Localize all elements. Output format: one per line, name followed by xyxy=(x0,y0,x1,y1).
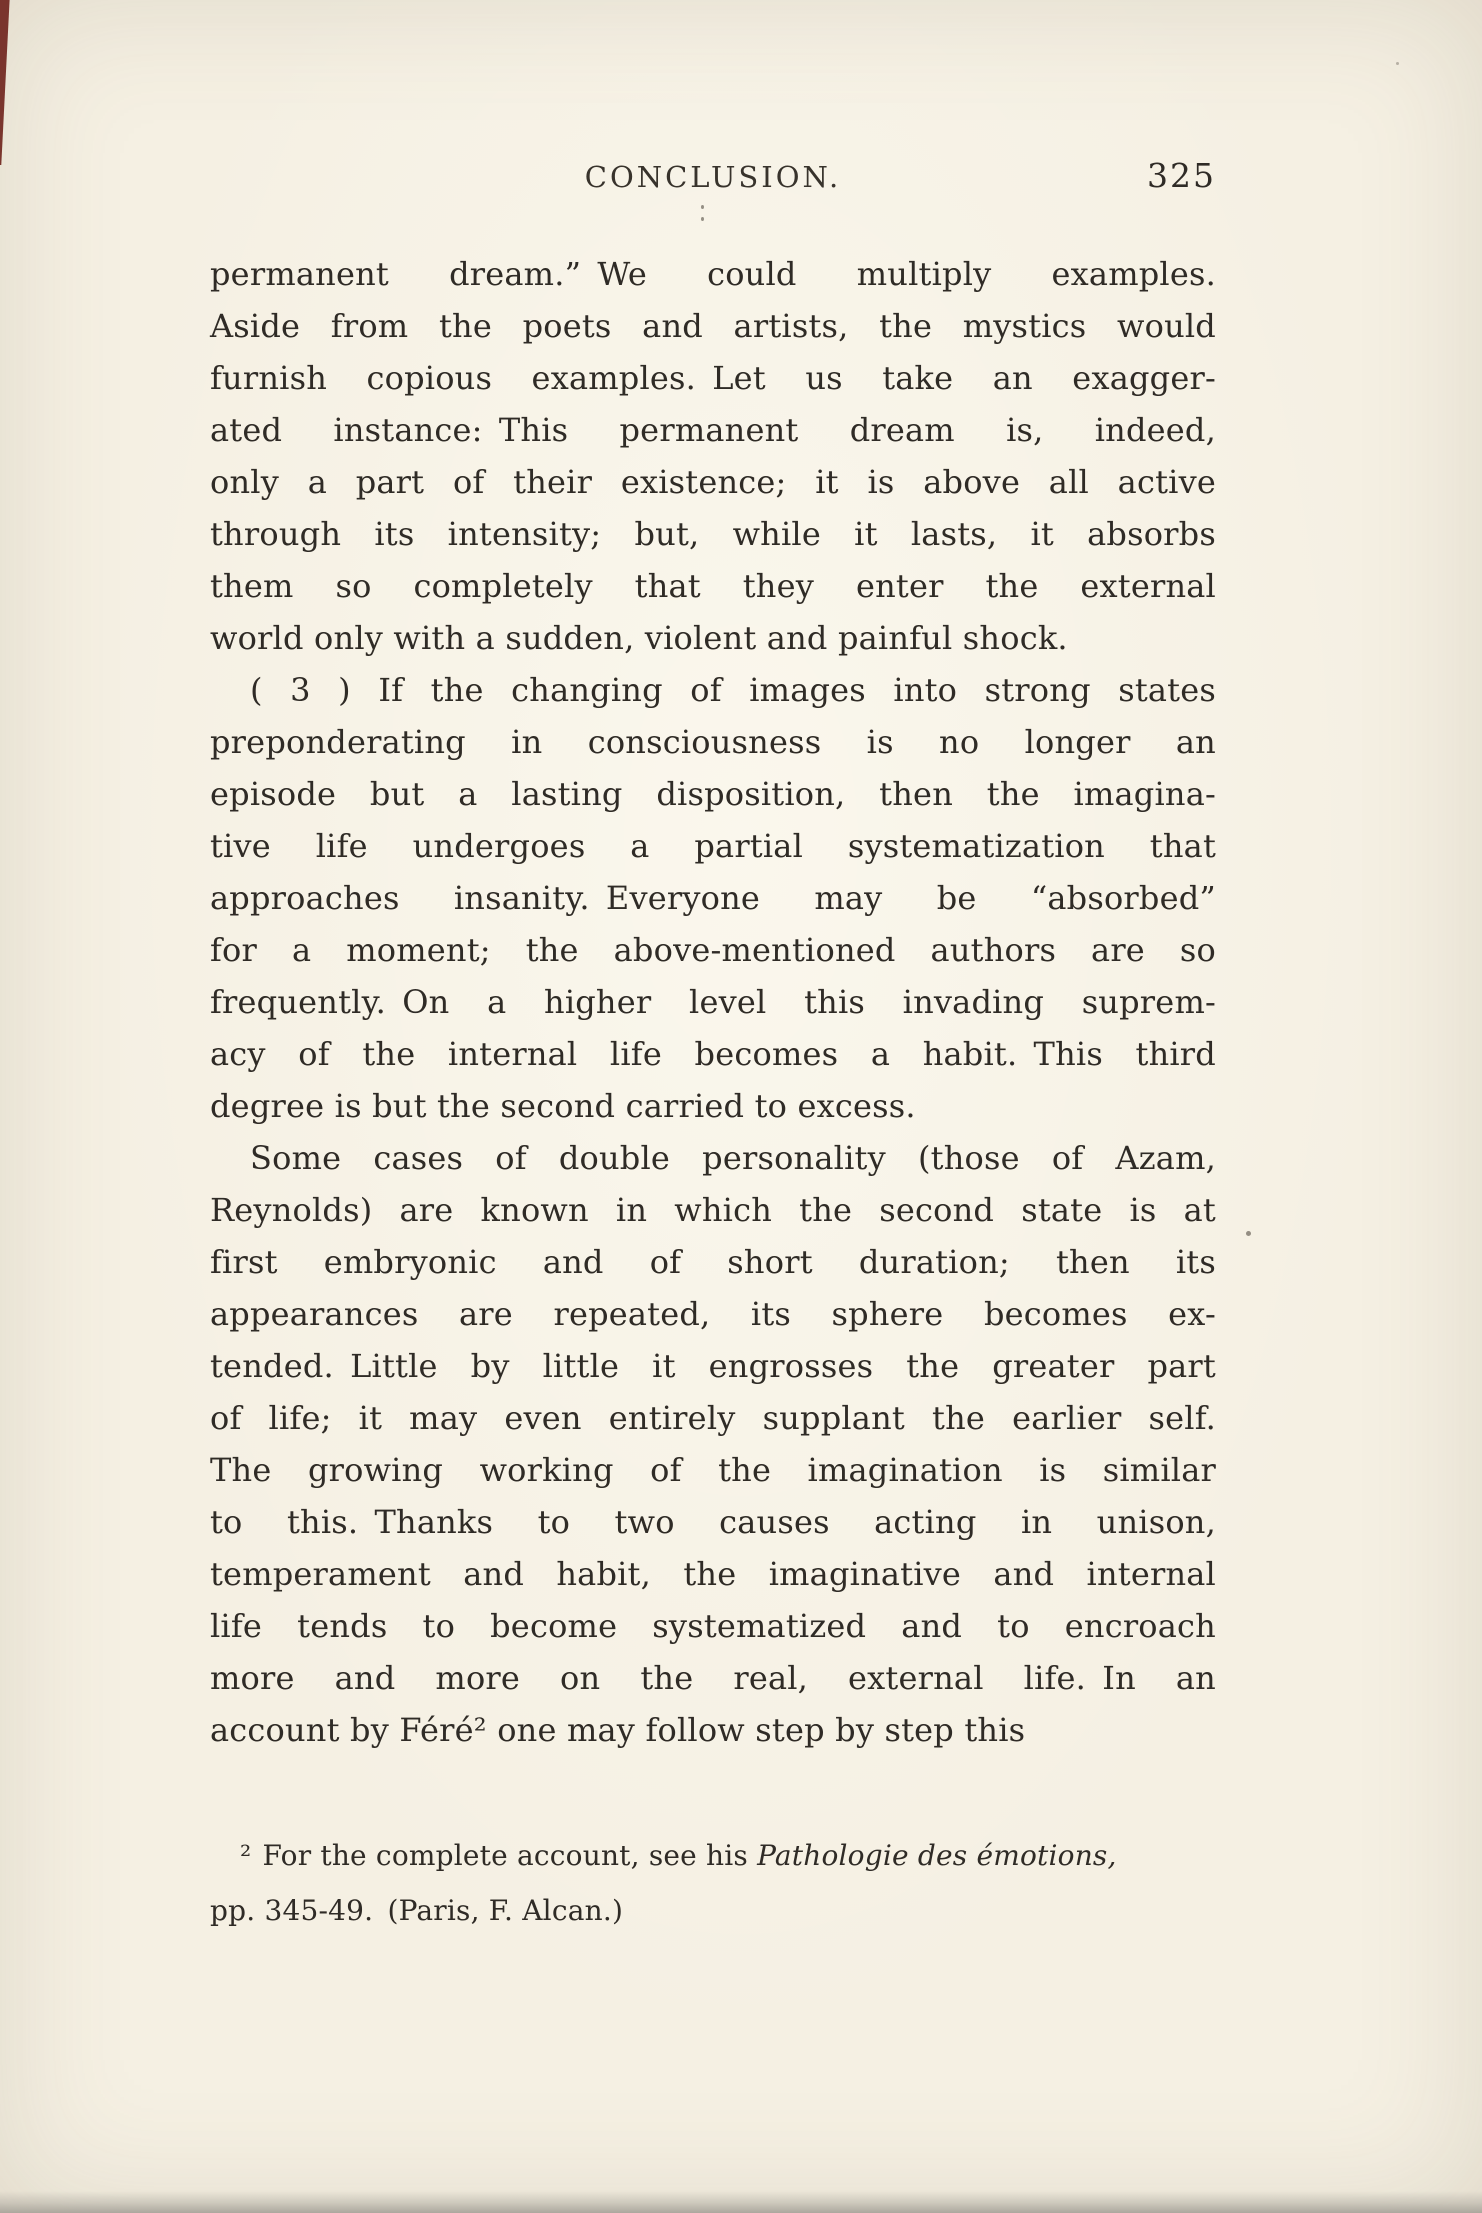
text-line: Some cases of double personality (those of Azam, xyxy=(250,1139,1216,1177)
text-line: of life; it may even entirely supplant the earlier self. xyxy=(210,1399,1216,1437)
running-title: CONCLUSION. xyxy=(584,160,842,194)
text-line: to this. Thanks to two causes acting in unison, xyxy=(210,1503,1216,1541)
text-line: approaches insanity. Everyone may be “absorbed” xyxy=(210,879,1216,917)
text-line: world only with a sudden, violent and painful shock. xyxy=(210,619,1068,657)
text-line: tive life undergoes a partial systematization that xyxy=(210,827,1216,865)
text-line: furnish copious examples. Let us take an exagger- xyxy=(210,359,1216,397)
text-line: tended. Little by little it engrosses the greater part xyxy=(210,1347,1216,1385)
text-line: frequently. On a higher level this invading suprem- xyxy=(210,983,1216,1021)
paragraph xyxy=(210,248,1216,664)
text-line: more and more on the real, external life. In an xyxy=(210,1659,1216,1697)
text-line: acy of the internal life becomes a habit. This third xyxy=(210,1035,1216,1073)
text-line: first embryonic and of short duration; then its xyxy=(210,1243,1216,1281)
text-line: for a moment; the above-mentioned authors are so xyxy=(210,931,1216,969)
text-line: only a part of their existence; it is above all active xyxy=(210,463,1216,501)
paragraph xyxy=(210,664,1216,1132)
text-line: episode but a lasting disposition, then the imagina- xyxy=(210,775,1216,813)
text-line: them so completely that they enter the external xyxy=(210,567,1216,605)
scan-speck xyxy=(701,217,704,221)
text-line: life tends to become systematized and to encroach xyxy=(210,1607,1216,1645)
footnote-marker: ² xyxy=(240,1839,252,1872)
binding-mark xyxy=(0,0,16,165)
footnote xyxy=(210,1828,1216,1938)
scan-speck xyxy=(1246,1231,1251,1236)
text-line: degree is but the second carried to excess. xyxy=(210,1087,916,1125)
text-line: ( 3 ) If the changing of images into strong states xyxy=(250,671,1216,709)
text-line: through its intensity; but, while it lasts, it absorbs xyxy=(210,515,1216,553)
text-line: The growing working of the imagination is similar xyxy=(210,1451,1216,1489)
page-header xyxy=(210,156,1216,204)
footnote-work-title: Pathologie des émotions, xyxy=(757,1839,1117,1872)
text-line: temperament and habit, the imaginative and internal xyxy=(210,1555,1216,1593)
text-line: preponderating in consciousness is no longer an xyxy=(210,723,1216,761)
text-line: account by Féré² one may follow step by step this xyxy=(210,1711,1026,1749)
text-line: Reynolds) are known in which the second state is at xyxy=(210,1191,1216,1229)
text-line: permanent dream.” We could multiply examples. xyxy=(210,255,1216,293)
paragraph xyxy=(210,1132,1216,1756)
scan-speck xyxy=(1396,62,1399,65)
page-number: 325 xyxy=(1147,156,1216,195)
footnote-line: pp. 345-49. (Paris, F. Alcan.) xyxy=(210,1894,624,1927)
footnote-text: For the complete account, see his xyxy=(253,1839,758,1872)
text-line: Aside from the poets and artists, the mystics would xyxy=(210,307,1216,345)
scan-speck xyxy=(701,205,704,209)
scan-edge xyxy=(0,2191,1482,2213)
footnote-line xyxy=(210,1828,1216,1883)
body-text xyxy=(210,248,1216,1756)
text-line: appearances are repeated, its sphere becomes ex- xyxy=(210,1295,1216,1333)
text-line: ated instance: This permanent dream is, indeed, xyxy=(210,411,1216,449)
